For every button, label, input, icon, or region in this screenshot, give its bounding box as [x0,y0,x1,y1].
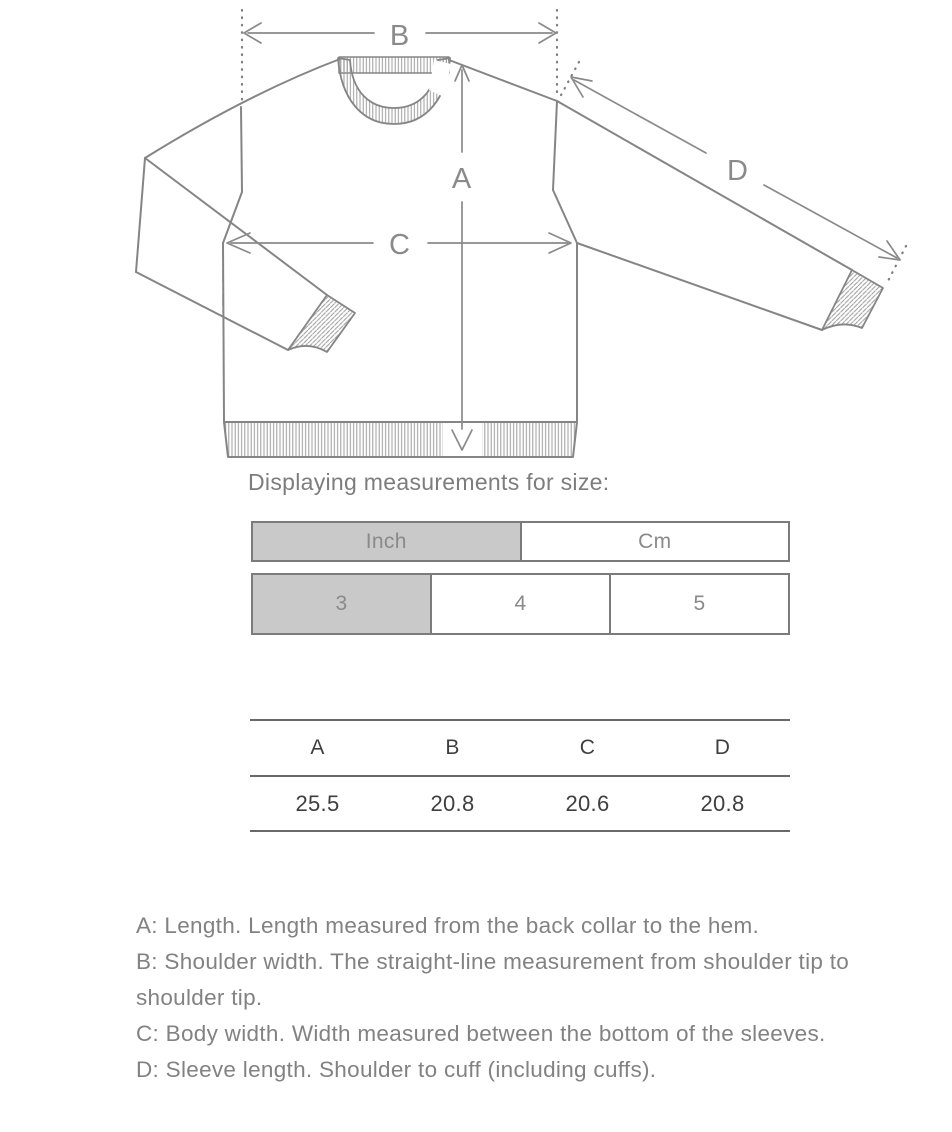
collar [338,57,451,124]
measurement-legend [136,908,908,1088]
dimension-label-d: D [727,155,749,187]
measurements-value-row [250,777,790,832]
dimension-label-a: A [451,163,473,195]
unit-option-cm[interactable]: Cm [520,523,789,560]
legend-item-a: A: Length. Length measured from the back collar to the hem. [136,913,760,938]
hem-ribbing [224,420,577,459]
measurement-value-b: 20.8 [430,790,475,816]
sweater-measurement-diagram [0,0,952,470]
left-cuff [288,295,355,352]
column-header-c: C [579,736,596,759]
size-option-5[interactable]: 5 [609,575,788,633]
right-cuff [822,270,883,330]
legend-item-d: D: Sleeve length. Shoulder to cuff (including cuffs). [136,1057,657,1082]
column-header-a: A [310,736,325,759]
measurement-value-a: 25.5 [295,790,340,816]
measurement-value-d: 20.8 [700,790,745,816]
dimension-label-b: B [389,20,411,52]
dimension-arrows [227,23,900,450]
measurement-value-c: 20.6 [565,790,610,816]
size-option-3[interactable]: 3 [253,575,430,633]
size-option-4[interactable]: 4 [430,575,609,633]
extension-dotted-lines [242,10,906,281]
measurements-table [250,719,790,832]
unit-selector [251,521,790,562]
dimension-label-c: C [389,229,411,261]
column-header-b: B [445,736,460,759]
sweater-outline [136,59,852,421]
legend-item-b: B: Shoulder width. The straight-line measurement from shoulder tip to shoulder tip. [136,949,850,1010]
column-header-d: D [714,736,731,759]
unit-option-inch[interactable]: Inch [253,523,520,560]
size-picker-title: Displaying measurements for size: [248,469,610,495]
size-selector [251,573,790,635]
legend-item-c: C: Body width. Width measured between the bottom of the sleeves. [136,1021,826,1046]
measurements-header-row [250,721,790,777]
